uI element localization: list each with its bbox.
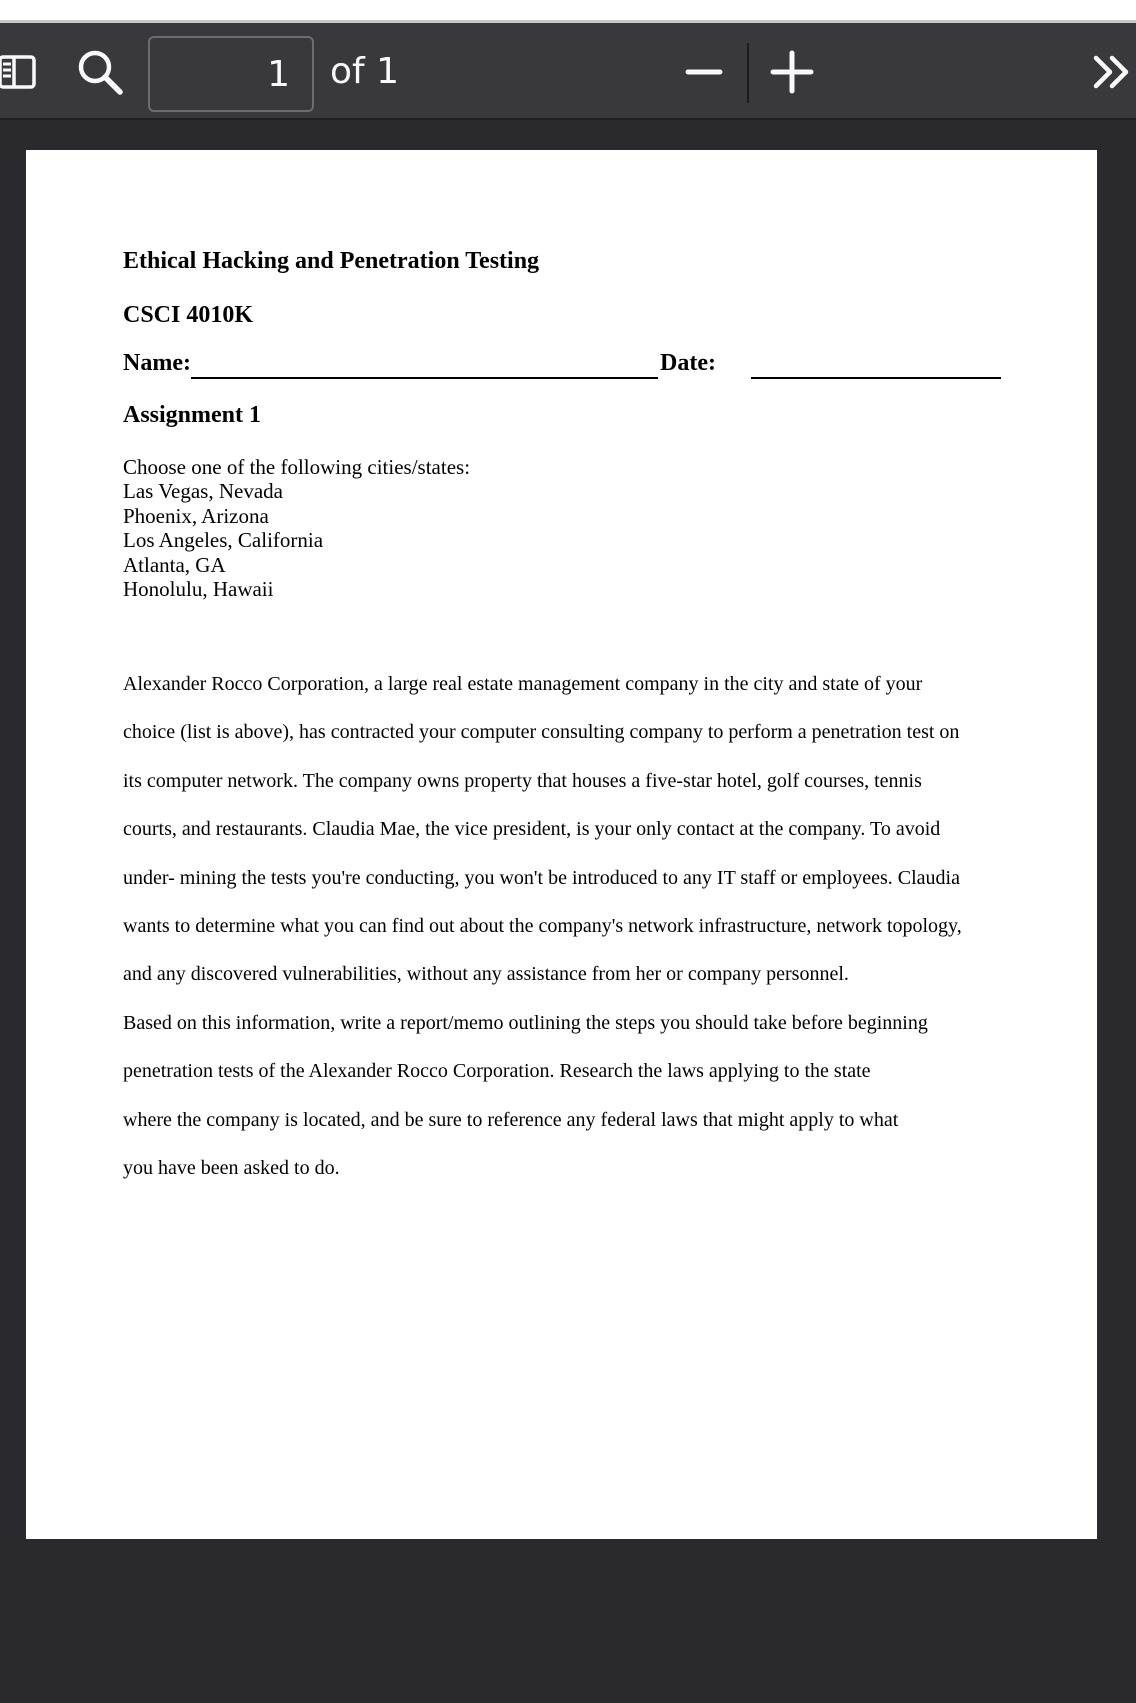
list-item: Honolulu, Hawaii [123, 577, 274, 602]
choose-prompt: Choose one of the following cities/states: [123, 455, 471, 479]
body-text-line: you have been asked to do. [123, 1156, 340, 1179]
name-date-row [123, 350, 1003, 384]
zoom-in-button[interactable] [762, 23, 822, 120]
name-blank-line [191, 377, 658, 379]
sidebar-toggle-button[interactable] [0, 23, 42, 120]
pdf-toolbar [0, 20, 1136, 120]
list-item: Phoenix, Arizona [123, 503, 269, 528]
plus-icon [769, 49, 815, 95]
double-chevron-right-icon [1090, 50, 1134, 94]
course-title: Ethical Hacking and Penetration Testing [123, 248, 540, 274]
name-label: Name: [123, 350, 191, 376]
course-code: CSCI 4010K [123, 302, 254, 328]
list-item: Las Vegas, Nevada [123, 479, 283, 504]
body-text-line: wants to determine what you can find out about the company's network infrastructure, network topology, [123, 914, 962, 937]
pdf-page [26, 150, 1097, 1539]
body-text-line: courts, and restaurants. Claudia Mae, the vice president, is your only contact at the company. To avoid [123, 818, 941, 841]
date-blank-line [751, 377, 1001, 379]
tools-menu-button[interactable] [1084, 23, 1136, 120]
assignment-body [123, 660, 962, 1192]
top-strip [0, 0, 1136, 20]
body-text-line: penetration tests of the Alexander Rocco Corporation. Research the laws applying to the state [123, 1060, 871, 1083]
body-text-line: its computer network. The company owns property that houses a five-star hotel, golf courses, tennis [123, 769, 922, 792]
list-item: Atlanta, GA [123, 552, 226, 577]
body-text-line: choice (list is above), has contracted your computer consulting company to perform a penetration test on [123, 721, 960, 744]
search-button[interactable] [72, 23, 128, 120]
body-text-line: under- mining the tests you're conducting, you won't be introduced to any IT staff or employees. Claudia [123, 866, 960, 889]
minus-icon [684, 52, 724, 92]
sidebar-toggle-icon [0, 51, 39, 93]
city-list [123, 479, 323, 601]
body-text-line: Based on this information, write a report/memo outlining the steps you should take before beginning [123, 1011, 928, 1034]
page-count-label: of 1 [330, 51, 400, 92]
page-number-input[interactable] [148, 36, 314, 112]
zoom-out-button[interactable] [676, 23, 732, 120]
list-item: Los Angeles, California [123, 528, 324, 553]
body-text-line: where the company is located, and be sure to reference any federal laws that might apply to what [123, 1108, 899, 1131]
body-text-line: and any discovered vulnerabilities, without any assistance from her or company personnel. [123, 963, 849, 986]
search-icon [75, 47, 125, 97]
date-label: Date: [660, 350, 716, 376]
body-text-line: Alexander Rocco Corporation, a large real estate management company in the city and state of your [123, 673, 923, 695]
document-viewer[interactable] [0, 120, 1136, 1703]
assignment-heading: Assignment 1 [123, 402, 262, 428]
zoom-divider [747, 43, 749, 103]
